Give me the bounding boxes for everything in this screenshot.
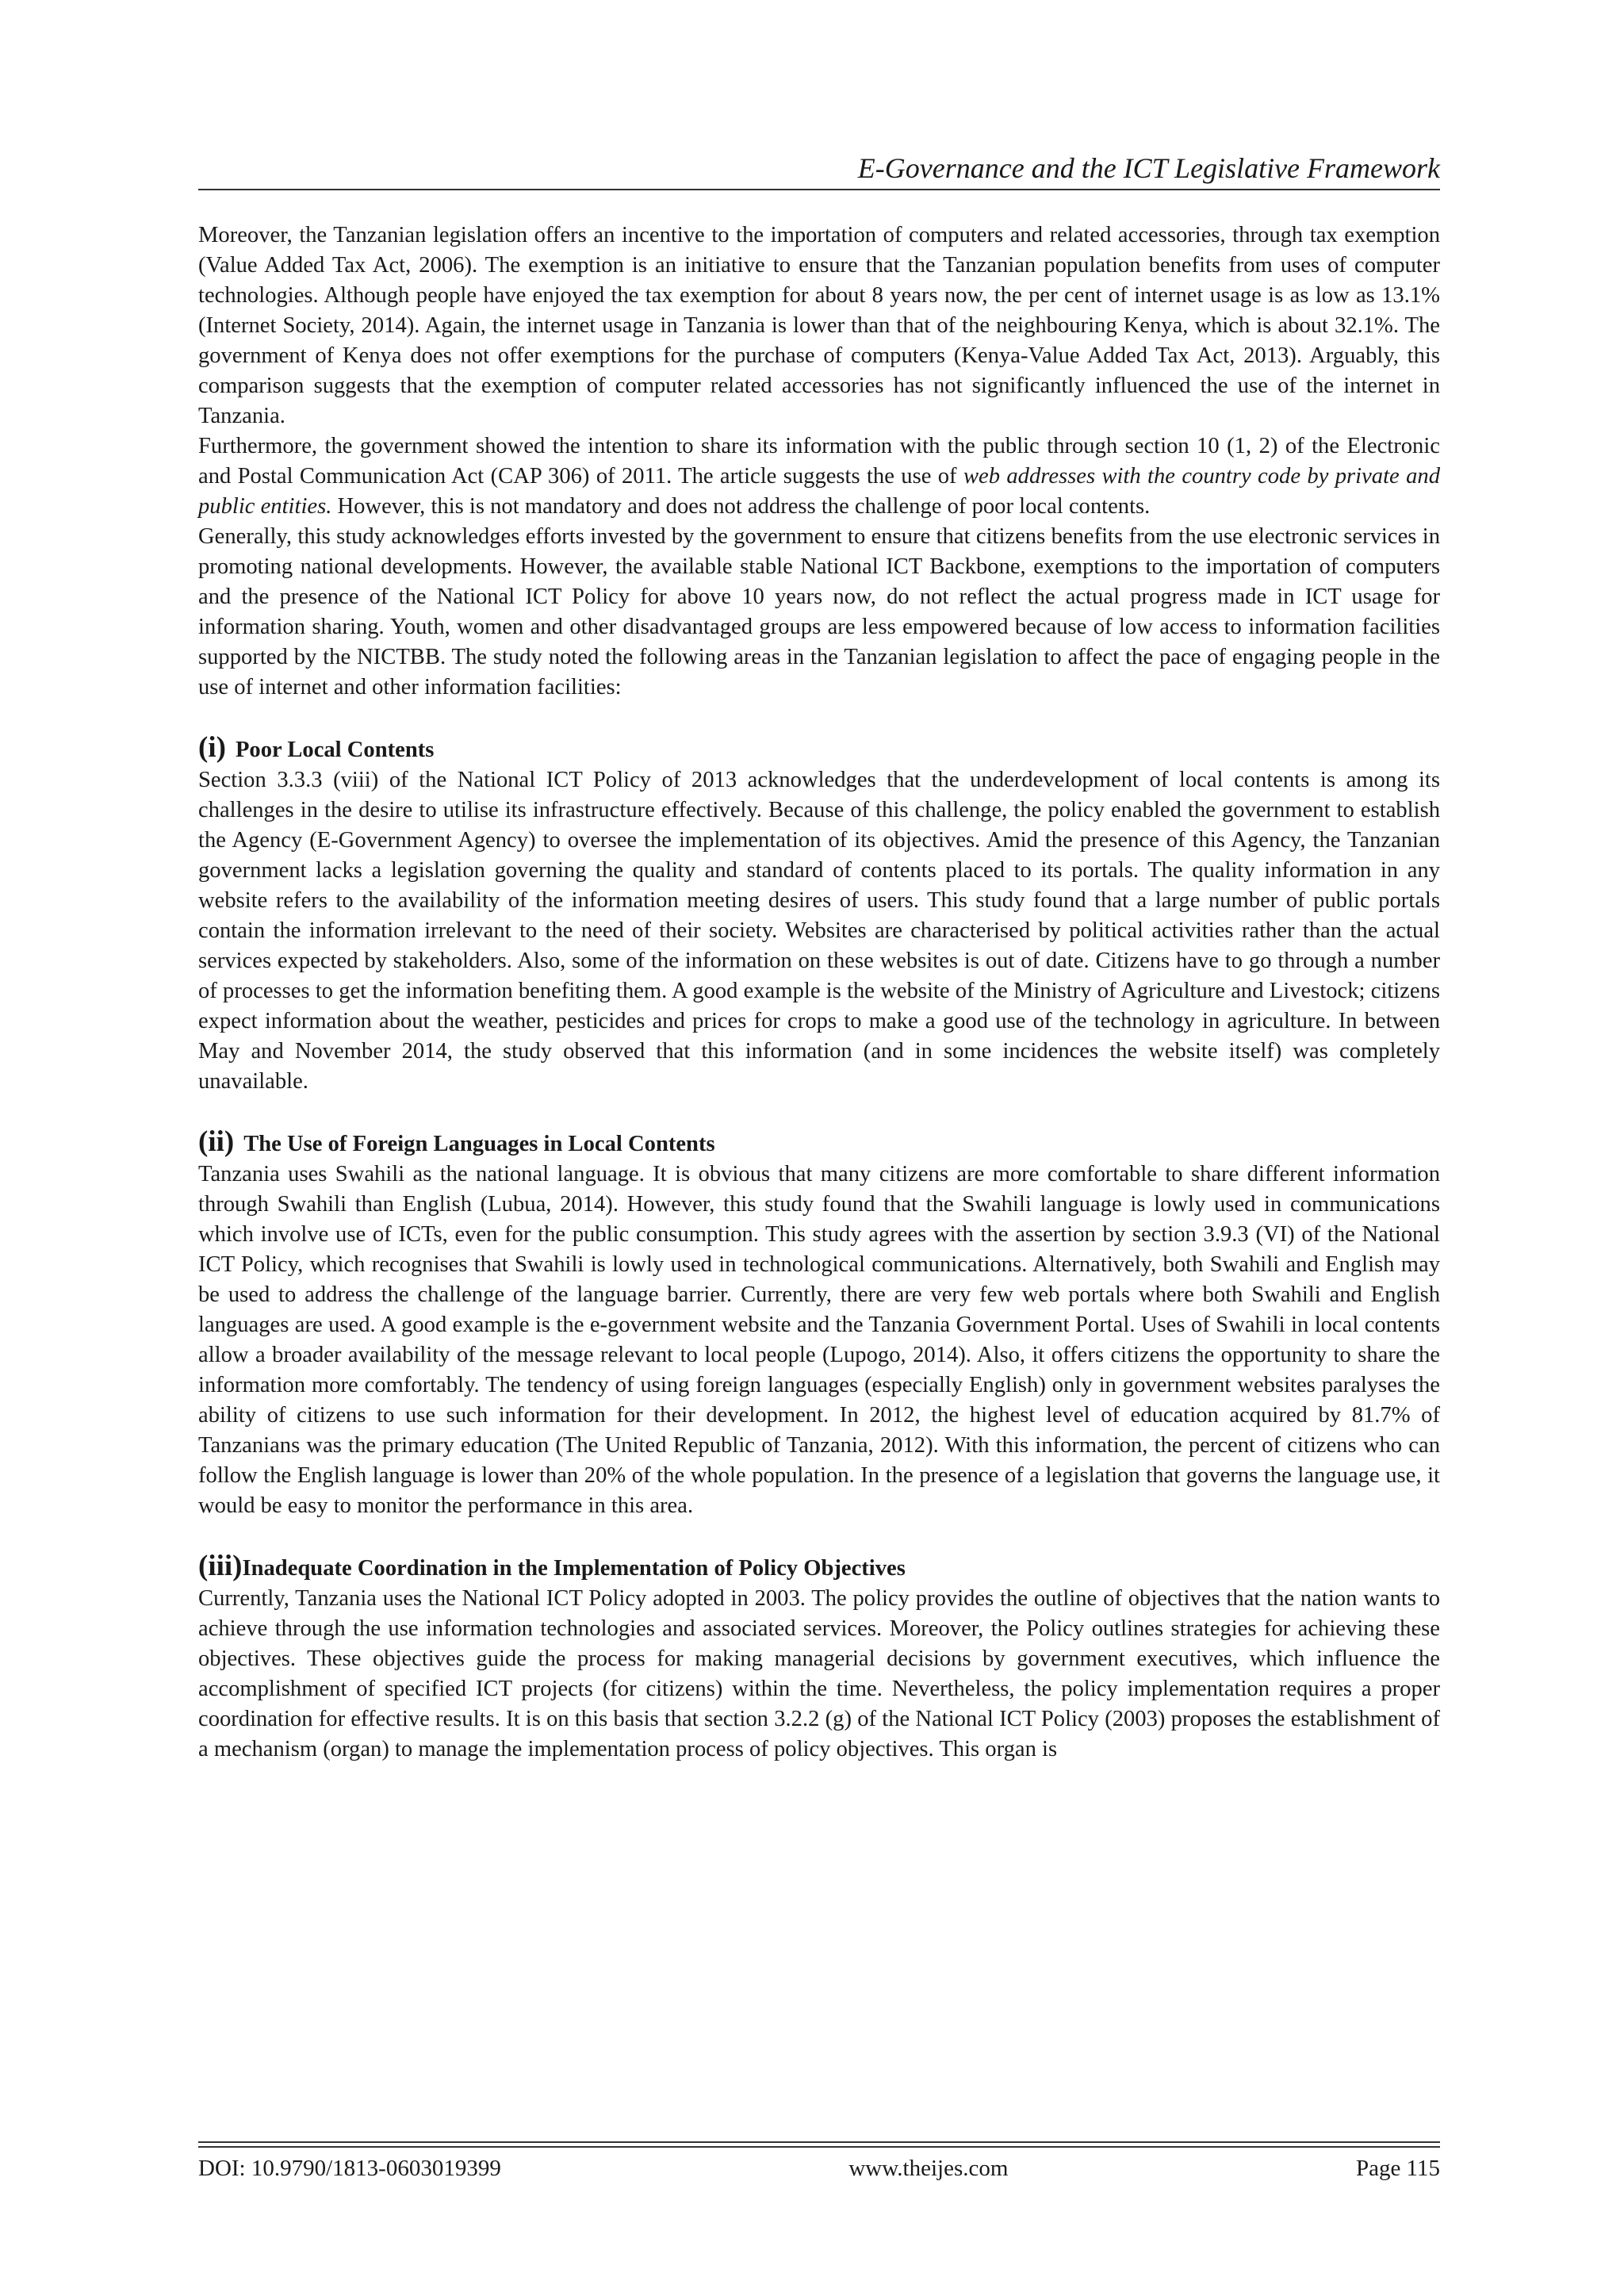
footer-page-number: Page 115 [1355, 2156, 1440, 2181]
section-title-i: Poor Local Contents [235, 738, 435, 762]
footer-rule [198, 2146, 1440, 2148]
article-body [198, 220, 1440, 1765]
section-number-ii: (ii) [198, 1125, 235, 1158]
section-title-ii: The Use of Foreign Languages in Local Contents [243, 1132, 715, 1156]
page-footer [198, 2141, 1440, 2184]
section-text-iii: Currently, Tanzania uses the National ICT Policy adopted in 2003. The policy provides the outline of objectives that the nation wants to achieve through the use information technologies and associated services. Moreover, the Policy outlines strategies for achieving these objectives. These objectives guide the process for making managerial decisions by government executives, which influence the accomplishment of specified ICT projects (for citizens) within the time. Nevertheless, the policy implementation requires a proper coordination for effective results. It is on this basis that section 3.2.2 (g) of the National ICT Policy (2003) proposes the establishment of a mechanism (organ) to manage the implementation process of policy objectives. This organ is [198, 1586, 1440, 1761]
paragraph-electronic-postal-act-italic: web addresses with the country code by private and public entities. [198, 464, 1440, 519]
page [198, 151, 1440, 2181]
footer-row [198, 2152, 1440, 2184]
paragraph-general-acknowledgement: Generally, this study acknowledges efforts invested by the government to ensure that citizens benefits from the use electronic services in promoting national developments. However, the available stable National ICT Backbone, exemptions to the importation of computers and the presence of the National ICT Policy for above 10 years now, do not reflect the actual progress made in ICT usage for information sharing. Youth, women and other disadvantaged groups are less empowered because of low access to information facilities supported by the NICTBB. The study noted the following areas in the Tanzanian legislation to affect the pace of engaging people in the use of internet and other information facilities: [198, 524, 1440, 700]
paragraph-vat-exemption: Moreover, the Tanzanian legislation offers an incentive to the importation of computers and related accessories, through tax exemption (Value Added Tax Act, 2006). The exemption is an initiative to ensure that the Tanzanian population benefits from uses of computer technologies. Although people have enjoyed the tax exemption for about 8 years now, the per cent of internet usage is as low as 13.1% (Internet Society, 2014). Again, the internet usage in Tanzania is lower than that of the neighbouring Kenya, which is about 32.1%. The government of Kenya does not offer exemptions for the purchase of computers (Kenya-Value Added Tax Act, 2013). Arguably, this comparison suggests that the exemption of computer related accessories has not significantly influenced the use of the internet in Tanzania. [198, 223, 1440, 428]
section-title-iii: Inadequate Coordination in the Implementation of Policy Objectives [242, 1556, 906, 1581]
section-text-ii: Tanzania uses Swahili as the national language. It is obvious that many citizens are more comfortable to share different information through Swahili than English (Lubua, 2014). However, this study found that the Swahili language is lowly used in communications which involve use of ICTs, even for the public consumption. This study agrees with the assertion by section 3.9.3 (VI) of the National ICT Policy, which recognises that Swahili is lowly used in technological communications. Alternatively, both Swahili and English may be used to address the challenge of the language barrier. Currently, there are very few web portals where both Swahili and English languages are used. A good example is the e-government website and the Tanzania Government Portal. Uses of Swahili in local contents allow a broader availability of the message relevant to local people (Lupogo, 2014). Also, it offers citizens the opportunity to share the information more comfortably. The tendency of using foreign languages (especially English) only in government websites paralyses the ability of citizens to use such information for their development. In 2012, the highest level of education acquired by 81.7% of Tanzanians was the primary education (The United Republic of Tanzania, 2012). With this information, the percent of citizens who can follow the English language is lower than 20% of the whole population. In the presence of a legislation that governs the language use, it would be easy to monitor the performance in this area. [198, 1162, 1440, 1518]
footer-website: www.theijes.com [848, 2156, 1009, 2181]
paragraph-electronic-postal-act [198, 431, 1440, 522]
paragraph-electronic-postal-act-start: Furthermore, the government showed the intention to share its information with the public through section 10 (1, 2) of the Electronic and Postal Communication Act (CAP 306) of 2011. The article suggests the use of [198, 434, 1440, 489]
footer-doi: DOI: 10.9790/1813-0603019399 [198, 2156, 501, 2181]
section-heading-ii [198, 1127, 1440, 1159]
running-header: E-Governance and the ICT Legislative Framework [198, 151, 1440, 190]
paragraph-electronic-postal-act-end: However, this is not mandatory and does not address the challenge of poor local contents. [331, 494, 1151, 519]
section-heading-i [198, 733, 1440, 765]
section-heading-iii [198, 1551, 1440, 1584]
section-number-i: (i) [198, 731, 226, 764]
section-text-i: Section 3.3.3 (viii) of the National ICT Policy of 2013 acknowledges that the underdevelopment of local contents is among its challenges in the desire to utilise its infrastructure effectively. Because of this challenge, the policy enabled the government to establish the Agency (E-Government Agency) to oversee the implementation of its objectives. Amid the presence of this Agency, the Tanzanian government lacks a legislation governing the quality and standard of contents placed to its portals. The quality information in any website refers to the availability of the information meeting desires of users. This study found that a large number of public portals contain the information irrelevant to the need of their society. Websites are characterised by political activities rather than the actual services expected by stakeholders. Also, some of the information on these websites is out of date. Citizens have to go through a number of processes to get the information benefiting them. A good example is the website of the Ministry of Agriculture and Livestock; citizens expect information about the weather, pesticides and prices for crops to make a good use of the technology in agriculture. In between May and November 2014, the study observed that this information (and in some incidences the website itself) was completely unavailable. [198, 768, 1440, 1094]
section-number-iii: (iii) [198, 1550, 243, 1582]
